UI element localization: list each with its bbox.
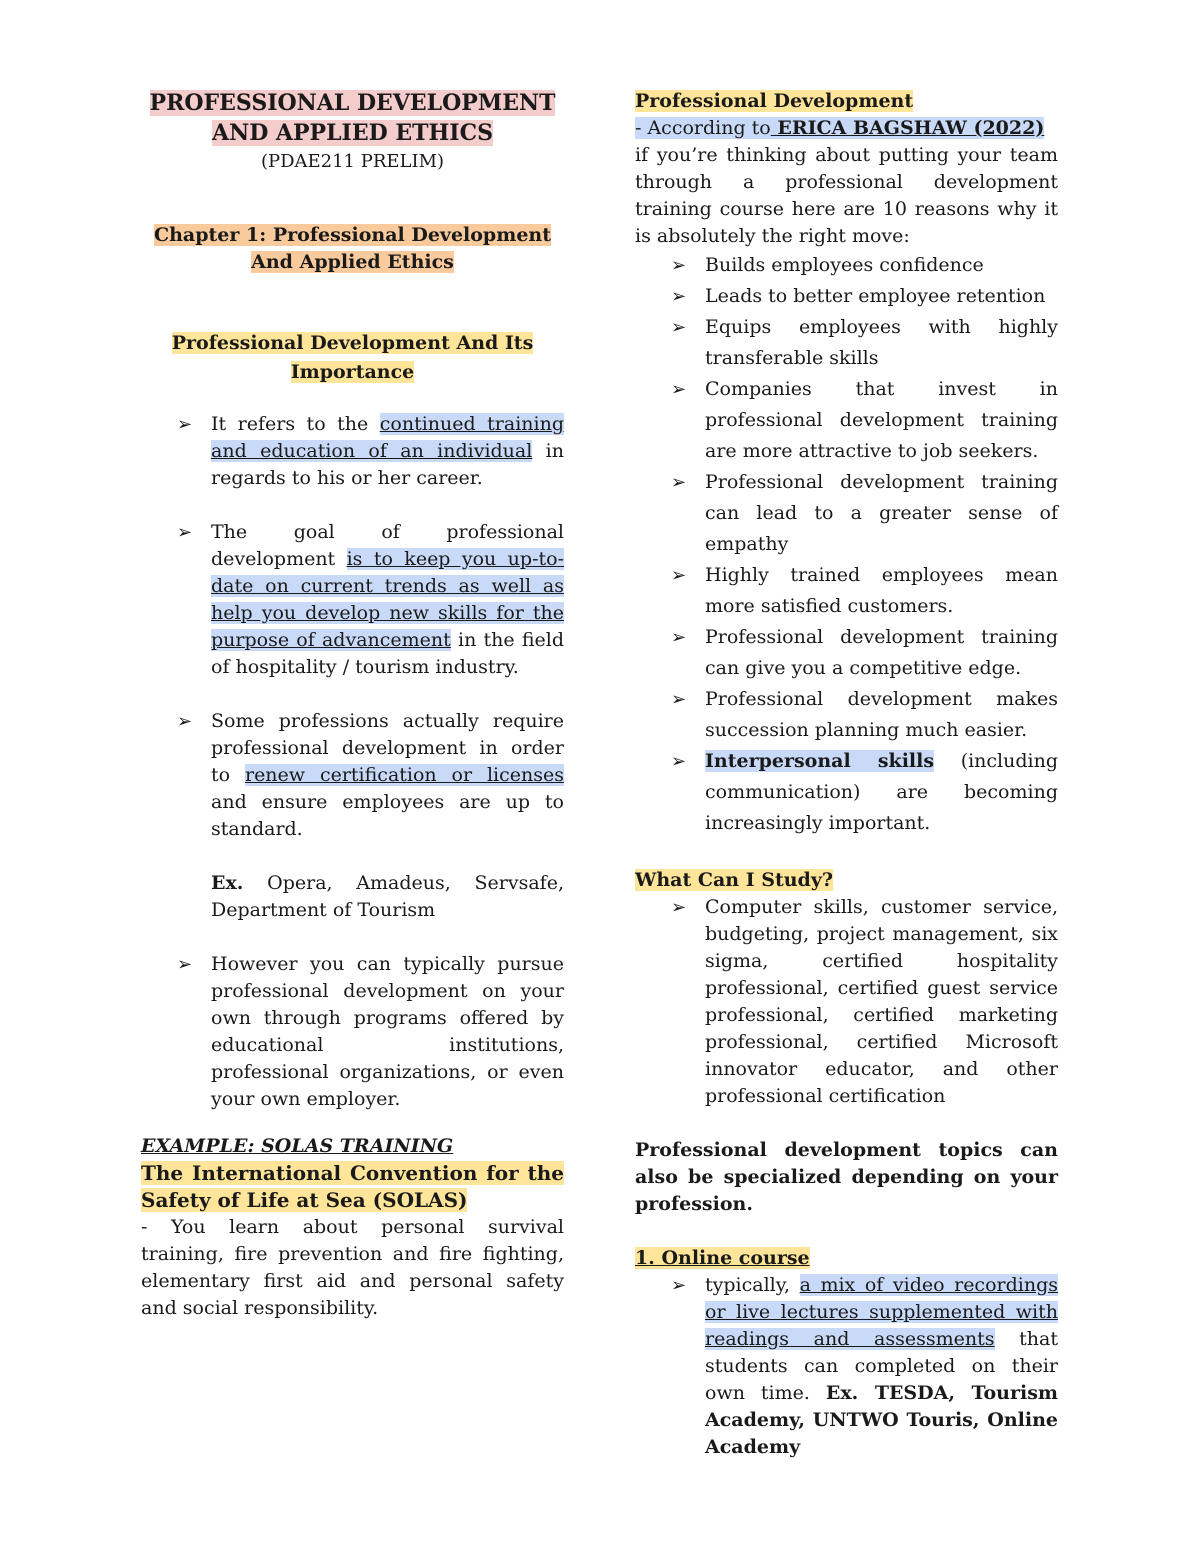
list-item: ➢ typically, a mix of video recordings or live lectures supplemented with readings and assessments that students can completed on their own time. Ex. TESDA, Tourism Academy, UNTWO Touris, Online Academy [671, 1274, 1058, 1458]
highlighted-phrase: a mix of video recordings or live lectures supplemented with readings and assessments [705, 1274, 1058, 1350]
reasons-list [635, 250, 1058, 839]
arrow-bullet-icon: ➢ [671, 286, 687, 307]
list-item: ➢ Equips employees with highly transferable skills [635, 312, 1058, 374]
list-item: ➢ Professional development training can lead to a greater sense of empathy [635, 467, 1058, 560]
highlighted-phrase: renew certification or licenses [244, 764, 564, 786]
list-item: ➢ It refers to the continued training and education of an individual in regards to his or her career. [177, 413, 564, 489]
list-item: ➢ Professional development makes succession planning much easier. [635, 684, 1058, 746]
list-item: ➢ Leads to better employee retention [635, 281, 1058, 312]
doc-subtitle: (PDAE211 PRELIM) [260, 151, 445, 172]
arrow-bullet-icon: ➢ [671, 565, 687, 586]
arrow-bullet-icon: ➢ [671, 472, 687, 493]
list-item: ➢ Computer skills, customer service, budgeting, project management, six sigma, certified hospitality professional, certified guest service professional, certified marketing professional, certified Microsoft innovator educator, and other professional certification [671, 896, 1058, 1107]
pd-heading: Professional Development [635, 90, 914, 112]
online-examples: Ex. TESDA, Tourism Academy, UNTWO Touris, Online Academy [705, 1382, 1058, 1458]
according-line: - According to ERICA BAGSHAW (2022) [635, 117, 1045, 139]
online-course-list [635, 1272, 1058, 1461]
author-name: ERICA BAGSHAW (2022) [770, 117, 1045, 139]
study-list [635, 894, 1058, 1110]
chapter-heading-line1: Chapter 1: Professional Development [154, 224, 551, 246]
example-title: EXAMPLE: SOLAS TRAINING [141, 1135, 454, 1157]
importance-list [141, 411, 564, 1113]
online-course-heading: 1. Online course [635, 1247, 810, 1269]
specialized-note: Professional development topics can also be specialized depending on your profession. [635, 1139, 1058, 1215]
arrow-bullet-icon: ➢ [671, 255, 687, 276]
chapter-heading-line2: And Applied Ethics [251, 251, 454, 273]
arrow-bullet-icon: ➢ [671, 1275, 687, 1296]
list-item: ➢ The goal of professional development is to keep you up-to-date on current trends as well as help you develop new skills for the purpose of advancement in the field of hospitality / tourism industry. [177, 521, 564, 678]
reasons-intro: if you’re thinking about putting your team through a professional development training course here are 10 reasons why it is absolutely the right move: [635, 144, 1058, 247]
interpersonal-bold: Interpersonal skills [705, 750, 935, 772]
solas-text: - You learn about personal survival training, fire prevention and fire fighting, elementary first aid and personal safety and social responsibility. [141, 1216, 564, 1319]
example-line [141, 870, 564, 924]
arrow-bullet-icon: ➢ [177, 522, 193, 543]
list-item: ➢ Professional development training can give you a competitive edge. [635, 622, 1058, 684]
left-column [141, 88, 564, 1322]
section-heading-line1: Professional Development And Its [171, 332, 534, 354]
arrow-bullet-icon: ➢ [671, 627, 687, 648]
arrow-bullet-icon: ➢ [671, 689, 687, 710]
list-item: ➢ However you can typically pursue professional development on your own through programs offered by educational institutions, professional organizations, or even your own employer. [177, 953, 564, 1110]
example-label: Ex. [211, 872, 244, 894]
list-item: ➢ Some professions actually require professional development in order to renew certification or licenses and ensure employees are up to standard. [177, 710, 564, 840]
section-heading-line2: Importance [290, 361, 415, 383]
arrow-bullet-icon: ➢ [177, 954, 193, 975]
list-item: ➢ Companies that invest in professional development training are more attractive to job seekers. [635, 374, 1058, 467]
doc-title-line2: AND APPLIED ETHICS [212, 120, 493, 146]
arrow-bullet-icon: ➢ [671, 897, 687, 918]
solas-title: The International Convention for the Safety of Life at Sea (SOLAS) [141, 1161, 564, 1212]
doc-title-line1: PROFESSIONAL DEVELOPMENT [149, 90, 556, 116]
right-column [635, 88, 1058, 1461]
list-item: ➢ Highly trained employees mean more satisfied customers. [635, 560, 1058, 622]
study-heading: What Can I Study? [635, 869, 833, 891]
example-text: Opera, Amadeus, Servsafe, Department of Tourism [211, 872, 564, 921]
arrow-bullet-icon: ➢ [671, 751, 687, 772]
highlighted-phrase: is to keep you up-to-date on current trends as well as help you develop new skills for the purpose of advancement [211, 548, 564, 651]
list-item: ➢ Interpersonal skills (including communication) are becoming increasingly important. [635, 746, 1058, 839]
arrow-bullet-icon: ➢ [671, 317, 687, 338]
arrow-bullet-icon: ➢ [177, 711, 193, 732]
arrow-bullet-icon: ➢ [671, 379, 687, 400]
highlighted-phrase: continued training and education of an individual [211, 413, 564, 462]
list-item: ➢ Builds employees confidence [635, 250, 1058, 281]
arrow-bullet-icon: ➢ [177, 414, 193, 435]
